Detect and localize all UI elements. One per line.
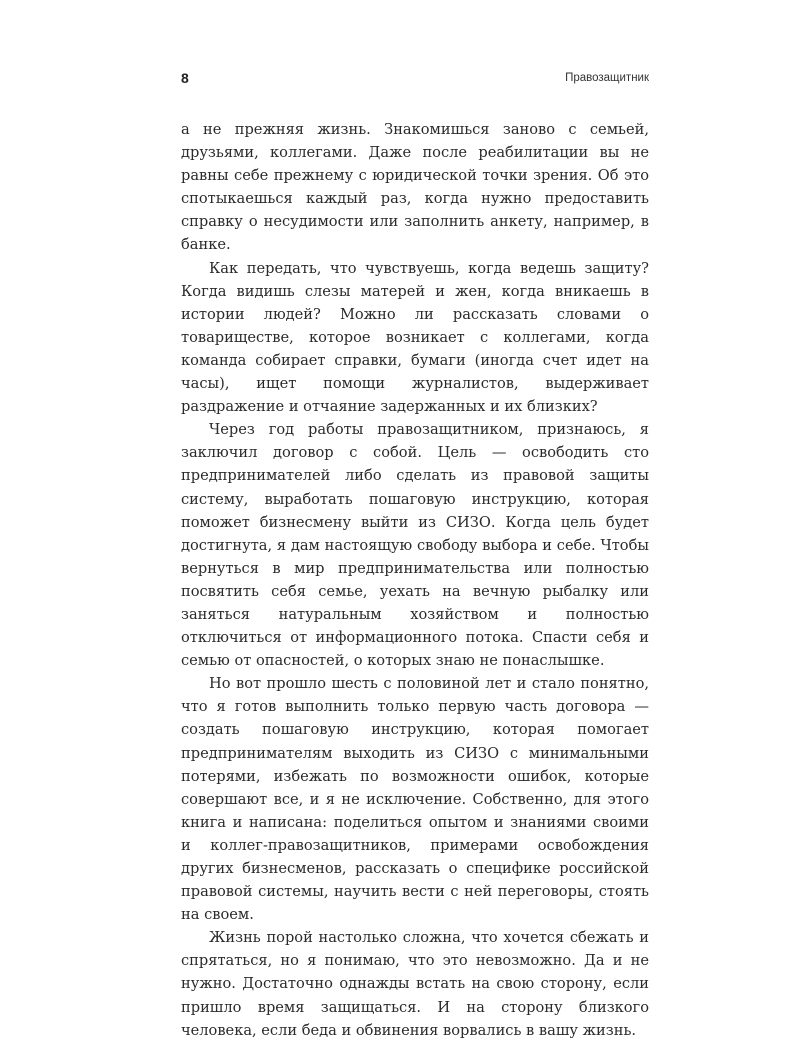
paragraph: Жизнь порой настолько сложна, что хочется сбежать и спрятаться, но я понимаю, что это невозможно. Да и не нужно. Достаточно однажды встать на свою сторону, если пришло время защищаться. И на сторону близкого человека, если беда и обвинения ворвались в вашу жизнь. xyxy=(181,929,649,1039)
page-header xyxy=(181,70,649,94)
paragraph: Но вот прошло шесть с половиной лет и стало понятно, что я готов выполнить только первую часть договора — создать пошаговую инструкцию, которая помогает предпринимателям выходить из СИЗО с минимальными потерями, избежать по возможности ошибок, которые совершают все, и я не исключение. Собственно, для этого книга и написана: поделиться опытом и знаниями своими и коллег-правозащитников, примерами освобождения других бизнесменов, рассказать о специфике российской правовой системы, научить вести с ней переговоры, стоять на своем. xyxy=(181,675,649,924)
body-text xyxy=(181,118,649,1042)
paragraph-continuation: а не прежняя жизнь. Знакомишься заново с семьей, друзьями, коллегами. Даже после реабилитации вы не равны себе прежнему с юридической точки зрения. Об это спотыкаешься каждый раз, когда нужно предоставить справку о несудимости или заполнить анкету, например, в банке. xyxy=(181,121,649,254)
running-title: Правозащитник xyxy=(565,72,649,84)
page-number: 8 xyxy=(181,70,189,86)
paragraph: Как передать, что чувствуешь, когда ведешь защиту? Когда видишь слезы матерей и жен, когда вникаешь в истории людей? Можно ли рассказать словами о товариществе, которое возникает с коллегами, когда команда собирает справки, бумаги (иногда счет идет на часы), ищет помощи журналистов, выдерживает раздражение и отчаяние задержанных и их близких? xyxy=(181,259,649,416)
paragraph: Через год работы правозащитником, признаюсь, я заключил договор с собой. Цель — освободить сто предпринимателей либо сделать из правовой защиты систему, выработать пошаговую инструкцию, которая поможет бизнесмену выйти из СИЗО. Когда цель будет достигнута, я дам настоящую свободу выбора и себе. Чтобы вернуться в мир предпринимательства или полностью посвятить себя семье, уехать на вечную рыбалку или заняться натуральным хозяйством и полностью отключиться от информационного потока. Спасти себя и семью от опасностей, о которых знаю не понаслышке. xyxy=(181,421,649,670)
